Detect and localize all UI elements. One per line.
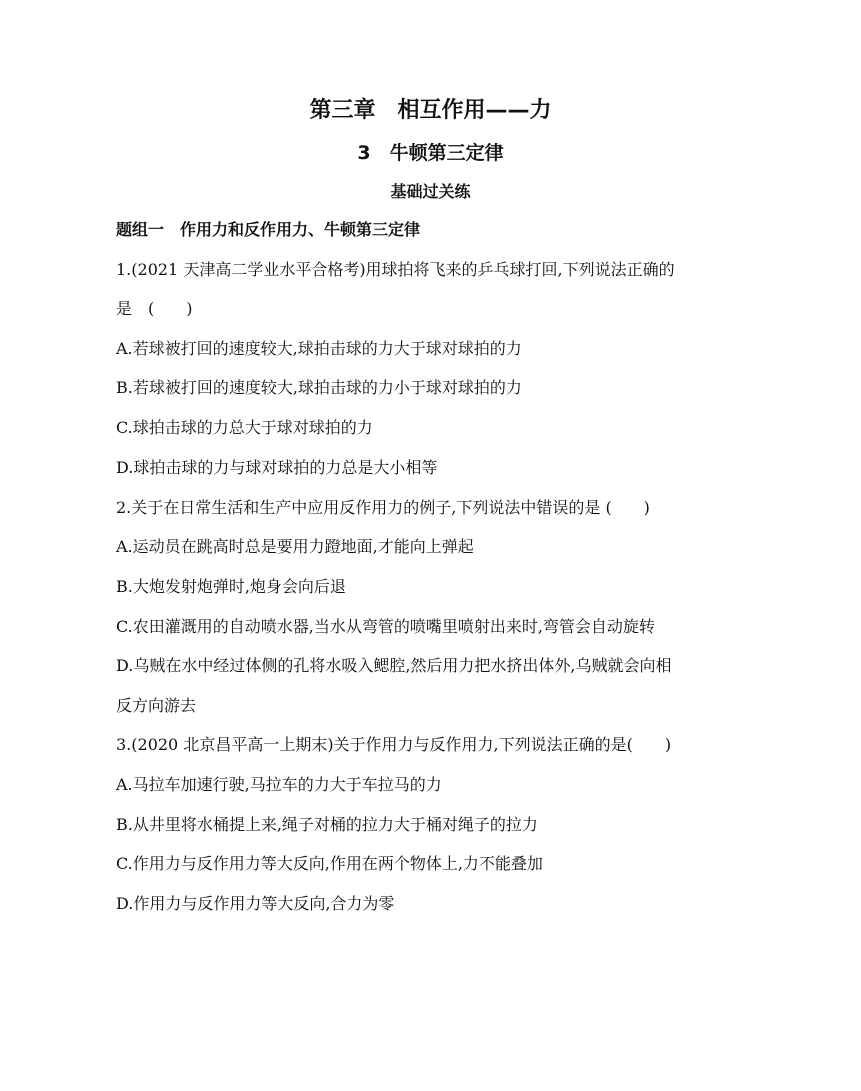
question-1-option-b: B.若球被打回的速度较大,球拍击球的力小于球对球拍的力 [116,378,522,397]
question-3-stem: 3.(2020 北京昌平高一上期末)关于作用力与反作用力,下列说法正确的是( ) [116,735,672,754]
question-2-option-a: A.运动员在跳高时总是要用力蹬地面,才能向上弹起 [116,537,474,556]
question-2-option-b: B.大炮发射炮弹时,炮身会向后退 [116,577,346,596]
question-3-option-c: C.作用力与反作用力等大反向,作用在两个物体上,力不能叠加 [116,854,543,873]
question-3-option-a: A.马拉车加速行驶,马拉车的力大于车拉马的力 [116,775,442,794]
question-2-stem: 2.关于在日常生活和生产中应用反作用力的例子,下列说法中错误的是 ( ) [116,498,650,517]
question-1-stem-line-2: 是 ( ) [116,299,193,318]
question-1-option-a: A.若球被打回的速度较大,球拍击球的力大于球对球拍的力 [116,339,522,358]
question-group-title: 题组一 作用力和反作用力、牛顿第三定律 [116,220,421,239]
sub-title: 基础过关练 [390,182,471,201]
question-2-option-c: C.农田灌溉用的自动喷水器,当水从弯管的喷嘴里喷射出来时,弯管会自动旋转 [116,617,655,636]
question-3-option-d: D.作用力与反作用力等大反向,合力为零 [116,894,395,913]
section-title: 3 牛顿第三定律 [357,142,504,164]
question-2-option-d-line-1: D.乌贼在水中经过体侧的孔将水吸入鳃腔,然后用力把水挤出体外,乌贼就会向相 [116,656,672,675]
chapter-title: 第三章 相互作用——力 [309,98,552,123]
question-3-option-b: B.从井里将水桶提上来,绳子对桶的拉力大于桶对绳子的拉力 [116,815,538,834]
question-1-stem-line-1: 1.(2021 天津高二学业水平合格考)用球拍将飞来的乒乓球打回,下列说法正确的 [116,260,675,279]
question-1-option-c: C.球拍击球的力总大于球对球拍的力 [116,418,373,437]
question-1-option-d: D.球拍击球的力与球对球拍的力总是大小相等 [116,458,438,477]
question-2-option-d-line-2: 反方向游去 [116,696,197,715]
